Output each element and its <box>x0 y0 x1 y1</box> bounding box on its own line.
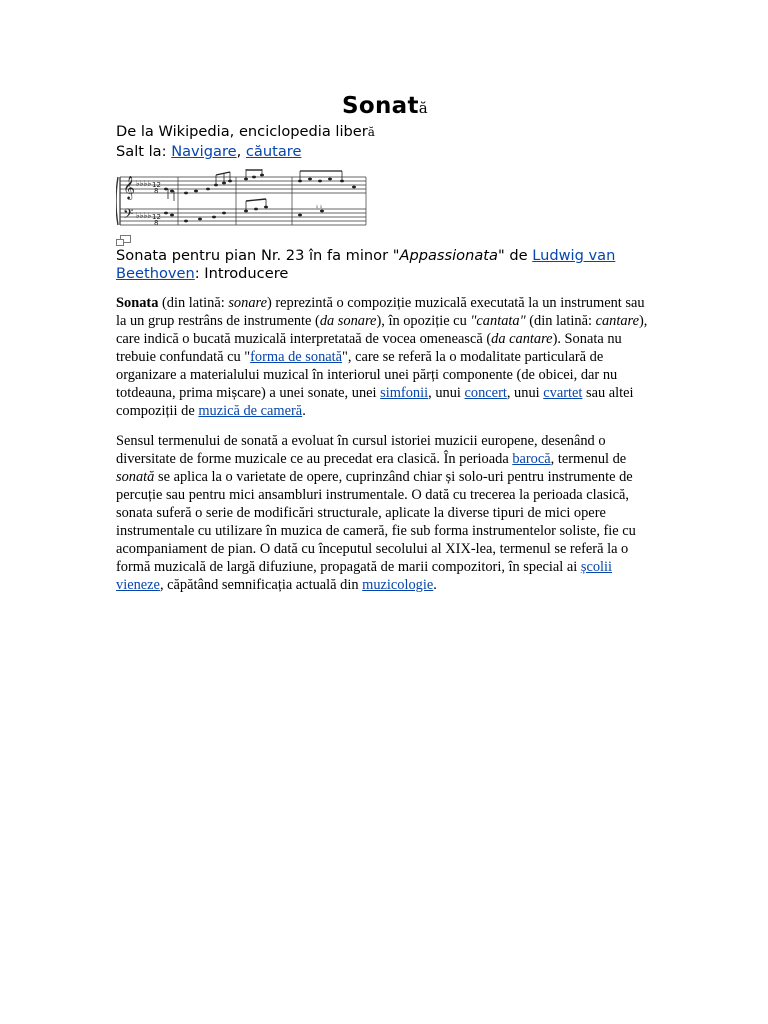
text: , unui <box>506 385 544 401</box>
title-main: Sonat <box>341 93 419 119</box>
quartet-link[interactable]: cvartet <box>543 385 583 401</box>
text-italic: da cantare <box>491 331 553 347</box>
text: . <box>433 577 437 593</box>
vienna-school-link[interactable]: școlii vieneze <box>116 559 613 593</box>
svg-text:♭♭♭♭: ♭♭♭♭ <box>136 211 152 220</box>
caption-italic: Appassionata <box>399 247 498 264</box>
baroque-link[interactable]: barocă <box>512 451 551 467</box>
text-italic: da sonare <box>319 313 377 329</box>
article <box>116 92 654 594</box>
page-title <box>116 92 654 122</box>
svg-text:𝄞: 𝄞 <box>123 175 135 199</box>
paragraph-history <box>116 432 656 594</box>
svg-text:12: 12 <box>152 213 161 221</box>
jump-label: Salt la: <box>116 143 172 160</box>
enlarge-icon[interactable] <box>116 235 132 247</box>
jump-links <box>116 142 654 161</box>
svg-text:𝄢: 𝄢 <box>123 206 134 225</box>
caption-text: " de <box>497 247 533 264</box>
concert-link[interactable]: concert <box>464 385 507 401</box>
title-tail: ă <box>418 99 428 117</box>
text: , unui <box>428 385 465 401</box>
sonata-form-link[interactable]: forma de sonată <box>250 349 343 365</box>
musicology-link[interactable]: muzicologie <box>362 577 434 593</box>
text: (din latină: <box>525 313 596 329</box>
svg-text:8: 8 <box>154 219 159 227</box>
search-link[interactable]: căutare <box>245 143 302 160</box>
text: ", care se referă la o modalitate particulară de organizare a materialului muzical în interiorul unei părți componente (de obicei, dar nu totdeauna, prima mișcare) a unei sonate, unei <box>116 349 618 401</box>
text: ) reprezintă o compoziție muzicală executată la un instrument sau la un grup restrâns de instrumente ( <box>116 295 645 329</box>
term-bold: Sonata <box>116 295 159 311</box>
beethoven-link[interactable]: Ludwig van Beethoven <box>116 247 616 282</box>
paragraph-intro <box>116 294 656 420</box>
score-mark: ♮ ♮ <box>316 204 323 211</box>
text: sau altei compoziții de <box>116 385 634 419</box>
caption-text: Sonata pentru pian Nr. 23 în fa minor " <box>116 247 400 264</box>
text-italic: sonare <box>228 295 267 311</box>
text: , căpătând semnificația actuală din <box>159 577 363 593</box>
svg-text:12: 12 <box>152 181 161 189</box>
text: , termenul de <box>550 451 627 467</box>
subtitle-tail: ă <box>367 125 375 139</box>
text-italic: cantare <box>595 313 640 329</box>
figure-caption <box>116 247 656 283</box>
jump-separator: , <box>236 143 246 160</box>
text: Sensul termenului de sonată a evoluat în cursul istoriei muzicii europene, desenând o diversitate de forme muzicale ce au precedat era clasică. În perioada <box>116 433 606 467</box>
chamber-music-link[interactable]: muzică de cameră <box>198 403 303 419</box>
music-score-image[interactable] <box>116 169 368 231</box>
text: se aplica la o varietate de opere, cuprinzând chiar și solo-uri pentru instrumente de percuție sau pentru mici ansambluri instrumentale. O dată cu trecerea la perioada clasică, sonata suferă o serie de modificări structurale, aplicate la diverse tipuri de mici opere instrumentale cu utilizare în muzica de cameră, fie sub forma instrumentelor soliste, fie cu acompaniament de pian. O dată cu începutul secolului al XIX-lea, termenul se referă la o formă muzicală de largă difuziune, propagată de marii compozitori, în special ai <box>116 469 636 575</box>
text: ). Sonata nu trebuie confundată cu " <box>116 331 622 365</box>
svg-text:8: 8 <box>154 187 159 195</box>
navigation-link[interactable]: Navigare <box>171 143 237 160</box>
text-italic: "cantata" <box>470 313 526 329</box>
text-italic: sonată <box>116 469 155 485</box>
text: ), care indică o bucată muzicală interpretataă de vocea omenească ( <box>116 313 648 347</box>
text: ), în opoziție cu <box>376 313 471 329</box>
caption-text: : Introducere <box>194 265 289 282</box>
text: . <box>302 403 306 419</box>
subtitle-main: De la Wikipedia, enciclopedia liber <box>116 123 368 140</box>
symphony-link[interactable]: simfonii <box>380 385 429 401</box>
site-subtitle <box>116 122 654 142</box>
text: (din latină: <box>158 295 229 311</box>
svg-text:♭♭♭♭: ♭♭♭♭ <box>136 179 152 188</box>
